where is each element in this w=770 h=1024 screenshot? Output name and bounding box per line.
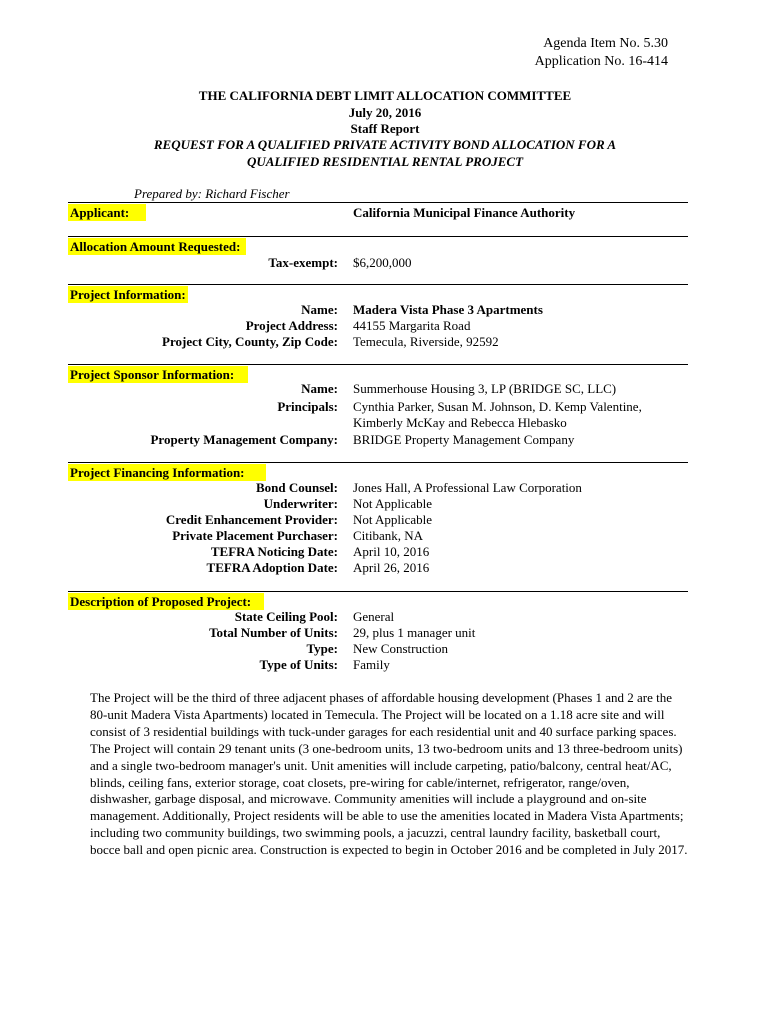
principals-label: Principals: [277, 399, 338, 414]
prepared-by: Prepared by: Richard Fischer [134, 186, 290, 201]
financing-heading: Project Financing Information: [68, 464, 266, 481]
agenda-item-number: Agenda Item No. 5.30 [543, 36, 668, 51]
section-divider [68, 591, 688, 592]
tax-exempt-value: $6,200,000 [353, 255, 412, 270]
section-divider [68, 364, 688, 365]
principals-value-line-2: Kimberly McKay and Rebecca Hlebasko [353, 415, 567, 430]
sponsor-name-label: Name: [301, 381, 338, 396]
report-type: Staff Report [350, 121, 420, 136]
unit-type-value: Family [353, 657, 390, 672]
credit-enhancement-label: Credit Enhancement Provider: [165, 512, 338, 527]
request-title-line-2: QUALIFIED RESIDENTIAL RENTAL PROJECT [246, 154, 524, 169]
tax-exempt-label: Tax-exempt: [268, 255, 338, 270]
unit-type-label: Type of Units: [259, 657, 338, 672]
tefra-noticing-value: April 10, 2016 [353, 544, 430, 559]
committee-title: THE CALIFORNIA DEBT LIMIT ALLOCATION COMMITTEE [198, 88, 572, 103]
application-number: Application No. 16-414 [534, 54, 668, 69]
underwriter-label: Underwriter: [263, 496, 338, 511]
report-date: July 20, 2016 [348, 105, 422, 120]
request-title-line-1: REQUEST FOR A QUALIFIED PRIVATE ACTIVITY BOND ALLOCATION FOR A [153, 137, 617, 152]
sponsor-name-value: Summerhouse Housing 3, LP (BRIDGE SC, LLC) [353, 381, 617, 396]
applicant-value: California Municipal Finance Authority [353, 205, 576, 220]
project-type-label: Type: [306, 641, 338, 656]
description-heading: Description of Proposed Project: [68, 593, 264, 610]
project-name-label: Name: [301, 302, 338, 317]
property-management-value: BRIDGE Property Management Company [353, 432, 575, 447]
principals-value-line-1: Cynthia Parker, Susan M. Johnson, D. Kemp Valentine, [353, 399, 642, 414]
project-description-paragraph: The Project will be the third of three adjacent phases of affordable housing development (Phases 1 and 2 are the 80-unit Madera Vista Apartments) located in Temecula. The Project will be located on a 1.18 acre site and will consist of 3 residential buildings with tuck-under garages for each residential unit and 40 surface parking spaces. The Project will contain 29 tenant units (3 one-bedroom units, 13 two-bedroom units and 13 three-bedroom units) and a single two-bedroom manager's unit. Unit amenities will include carpeting, patio/balcony, central heat/AC, blinds, ceiling fans, exterior storage, coat closets, pre-wiring for cable/internet, refrigerator, range/oven, dishwasher, garbage disposal, and microwave. Community amenities will include a playground and on-site management. Additionally, Project residents will be able to use the amenities located in Madera Vista Apartments; including two community buildings, two swimming pools, a jacuzzi, central laundry facility, basketball court, bocce ball and open picnic area. Construction is expected to begin in October 2016 and be completed in July 2017. [90, 690, 688, 858]
total-units-value: 29, plus 1 manager unit [353, 625, 476, 640]
section-divider [68, 202, 688, 203]
project-city-label: Project City, County, Zip Code: [162, 334, 338, 349]
project-type-value: New Construction [353, 641, 448, 656]
project-address-label: Project Address: [245, 318, 338, 333]
total-units-label: Total Number of Units: [209, 625, 338, 640]
project-name-value: Madera Vista Phase 3 Apartments [353, 302, 543, 317]
property-management-label: Property Management Company: [150, 432, 338, 447]
section-divider [68, 236, 688, 237]
project-address-value: 44155 Margarita Road [353, 318, 471, 333]
state-ceiling-pool-value: General [353, 609, 395, 624]
project-city-value: Temecula, Riverside, 92592 [353, 334, 499, 349]
tefra-noticing-label: TEFRA Noticing Date: [210, 544, 338, 559]
tefra-adoption-label: TEFRA Adoption Date: [206, 560, 338, 575]
allocation-heading: Allocation Amount Requested: [68, 238, 246, 255]
state-ceiling-pool-label: State Ceiling Pool: [234, 609, 338, 624]
applicant-heading: Applicant: [68, 204, 146, 221]
tefra-adoption-value: April 26, 2016 [353, 560, 430, 575]
bond-counsel-label: Bond Counsel: [256, 480, 338, 495]
private-placement-label: Private Placement Purchaser: [172, 528, 338, 543]
credit-enhancement-value: Not Applicable [353, 512, 433, 527]
underwriter-value: Not Applicable [353, 496, 433, 511]
sponsor-heading: Project Sponsor Information: [68, 366, 248, 383]
section-divider [68, 284, 688, 285]
project-info-heading: Project Information: [68, 286, 188, 303]
section-divider [68, 462, 688, 463]
private-placement-value: Citibank, NA [353, 528, 424, 543]
bond-counsel-value: Jones Hall, A Professional Law Corporation [353, 480, 582, 495]
